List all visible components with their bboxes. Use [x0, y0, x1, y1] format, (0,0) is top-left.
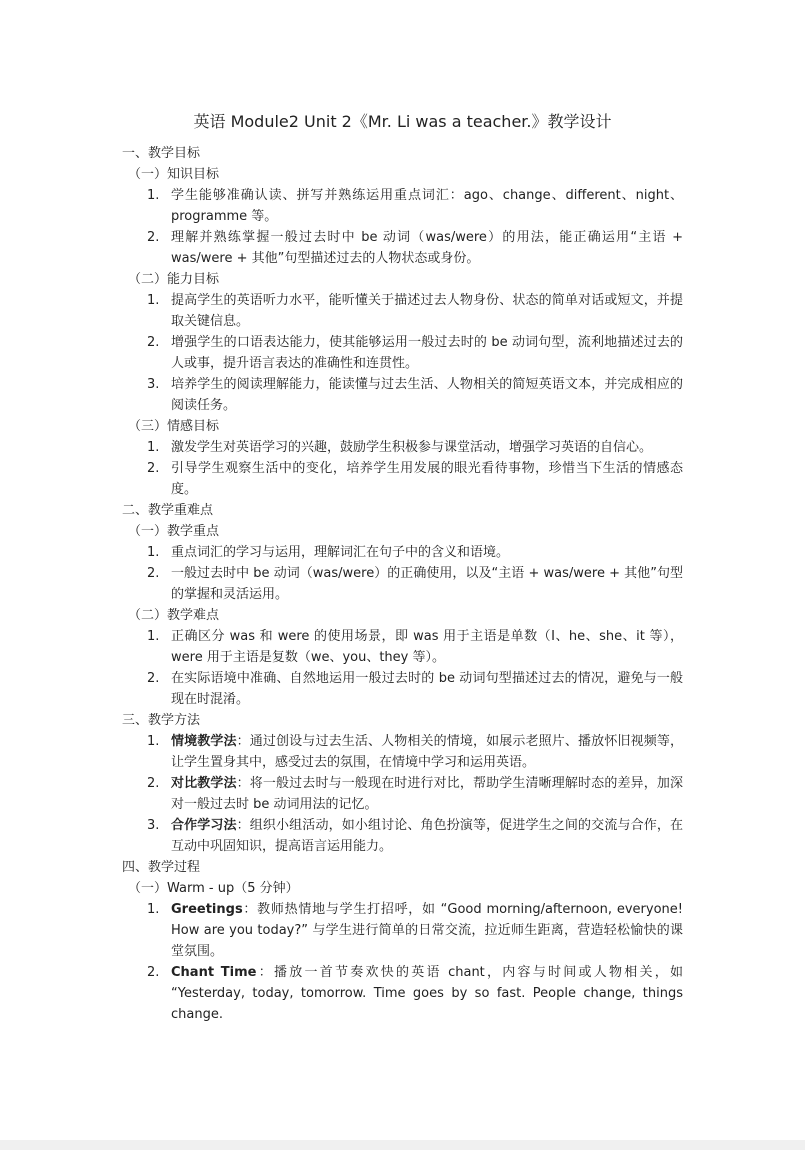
list-item-number: 2.	[147, 671, 160, 686]
list-item-number: 1.	[147, 734, 160, 749]
section-heading: 一、教学目标	[122, 146, 201, 161]
list-item-text: 提高学生的英语听力水平，能听懂关于描述过去人物身份、状态的简单对话或短文，并提取关键信息。	[171, 293, 683, 329]
subsection-heading: （一）教学重点	[128, 524, 220, 539]
list-item-number: 2.	[147, 566, 160, 581]
list-item-text: 正确区分 was 和 were 的使用场景，即 was 用于主语是单数（I、he、she、it 等），were 用于主语是复数（we、you、they 等）。	[171, 629, 683, 665]
list-item-text: ：将一般过去时与一般现在时进行对比，帮助学生清晰理解时态的差异，加深对一般过去时 be 动词用法的记忆。	[171, 776, 683, 812]
list-item-text: 重点词汇的学习与运用，理解词汇在句子中的含义和语境。	[171, 545, 510, 560]
list-item	[147, 899, 683, 962]
list-item	[147, 626, 683, 668]
list-item-number: 1.	[147, 293, 160, 308]
section-heading: 三、教学方法	[122, 713, 201, 728]
list-item	[147, 563, 683, 605]
list-item-keyword: 情境教学法	[171, 734, 237, 749]
list-item-number: 2.	[147, 776, 160, 791]
list-item-text: 学生能够准确认读、拼写并熟练运用重点词汇：ago、change、different、night、programme 等。	[171, 188, 683, 224]
list-item-number: 1.	[147, 188, 160, 203]
list-item-text: 理解并熟练掌握一般过去时中 be 动词（was/were）的用法，能正确运用“主语 + was/were + 其他”句型描述过去的人物状态或身份。	[171, 230, 683, 266]
list-item-number: 1.	[147, 902, 160, 917]
subsection-heading: （二）能力目标	[128, 272, 220, 287]
list-item-text: ：组织小组活动，如小组讨论、角色扮演等，促进学生之间的交流与合作，在互动中巩固知识，提高语言运用能力。	[171, 818, 683, 854]
list-item-keyword: Greetings	[171, 902, 243, 917]
list-item	[147, 668, 683, 710]
list-item-number: 3.	[147, 377, 160, 392]
list-item	[147, 731, 683, 773]
list-item-number: 3.	[147, 818, 160, 833]
list-item-text: 培养学生的阅读理解能力，能读懂与过去生活、人物相关的简短英语文本，并完成相应的阅读任务。	[171, 377, 683, 413]
list-item	[147, 332, 683, 374]
page-bottom-edge	[0, 1140, 805, 1150]
section-heading: 四、教学过程	[122, 860, 201, 875]
list-item	[147, 374, 683, 416]
list-item	[147, 290, 683, 332]
list-item-text: ：教师热情地与学生打招呼，如 “Good morning/afternoon, everyone! How are you today?” 与学生进行简单的日常交流，拉近师生距离，营造轻松愉快的课堂氛围。	[171, 902, 683, 959]
document-body	[0, 143, 805, 1025]
section-heading: 二、教学重难点	[122, 503, 214, 518]
list-item-keyword: Chant Time	[171, 965, 257, 980]
list-item-number: 2.	[147, 965, 160, 980]
list-item-text: ：播放一首节奏欢快的英语 chant，内容与时间或人物相关，如 “Yesterday, today, tomorrow. Time goes by so fast. People change, things change.	[171, 965, 683, 1022]
list-item	[147, 962, 683, 1025]
list-item-number: 1.	[147, 545, 160, 560]
list-item-number: 2.	[147, 335, 160, 350]
list-item	[147, 437, 683, 458]
list-item-text: 一般过去时中 be 动词（was/were）的正确使用，以及“主语 + was/were + 其他”句型的掌握和灵活运用。	[171, 566, 683, 602]
subsection-heading: （三）情感目标	[128, 419, 220, 434]
list-item-text: 在实际语境中准确、自然地运用一般过去时的 be 动词句型描述过去的情况，避免与一般现在时混淆。	[171, 671, 683, 707]
list-item-text: 引导学生观察生活中的变化，培养学生用发展的眼光看待事物，珍惜当下生活的情感态度。	[171, 461, 683, 497]
list-item	[147, 815, 683, 857]
list-item	[147, 185, 683, 227]
list-item-text: ：通过创设与过去生活、人物相关的情境，如展示老照片、播放怀旧视频等，让学生置身其中，感受过去的氛围，在情境中学习和运用英语。	[171, 734, 683, 770]
list-item	[147, 227, 683, 269]
list-item	[147, 542, 683, 563]
list-item	[147, 458, 683, 500]
list-item-text: 激发学生对英语学习的兴趣，鼓励学生积极参与课堂活动，增强学习英语的自信心。	[171, 440, 653, 455]
list-item-number: 2.	[147, 461, 160, 476]
subsection-heading: （二）教学难点	[128, 608, 220, 623]
list-item-number: 1.	[147, 440, 160, 455]
subsection-heading: （一）知识目标	[128, 167, 220, 182]
list-item-text: 增强学生的口语表达能力，使其能够运用一般过去时的 be 动词句型，流利地描述过去的人或事，提升语言表达的准确性和连贯性。	[171, 335, 683, 371]
list-item-number: 1.	[147, 629, 160, 644]
list-item-keyword: 对比教学法	[171, 776, 237, 791]
list-item-keyword: 合作学习法	[171, 818, 237, 833]
document-title: 英语 Module2 Unit 2《Mr. Li was a teacher.》教学设计	[193, 112, 612, 131]
list-item	[147, 773, 683, 815]
list-item-number: 2.	[147, 230, 160, 245]
subsection-heading: （一）Warm - up（5 分钟）	[128, 881, 299, 896]
